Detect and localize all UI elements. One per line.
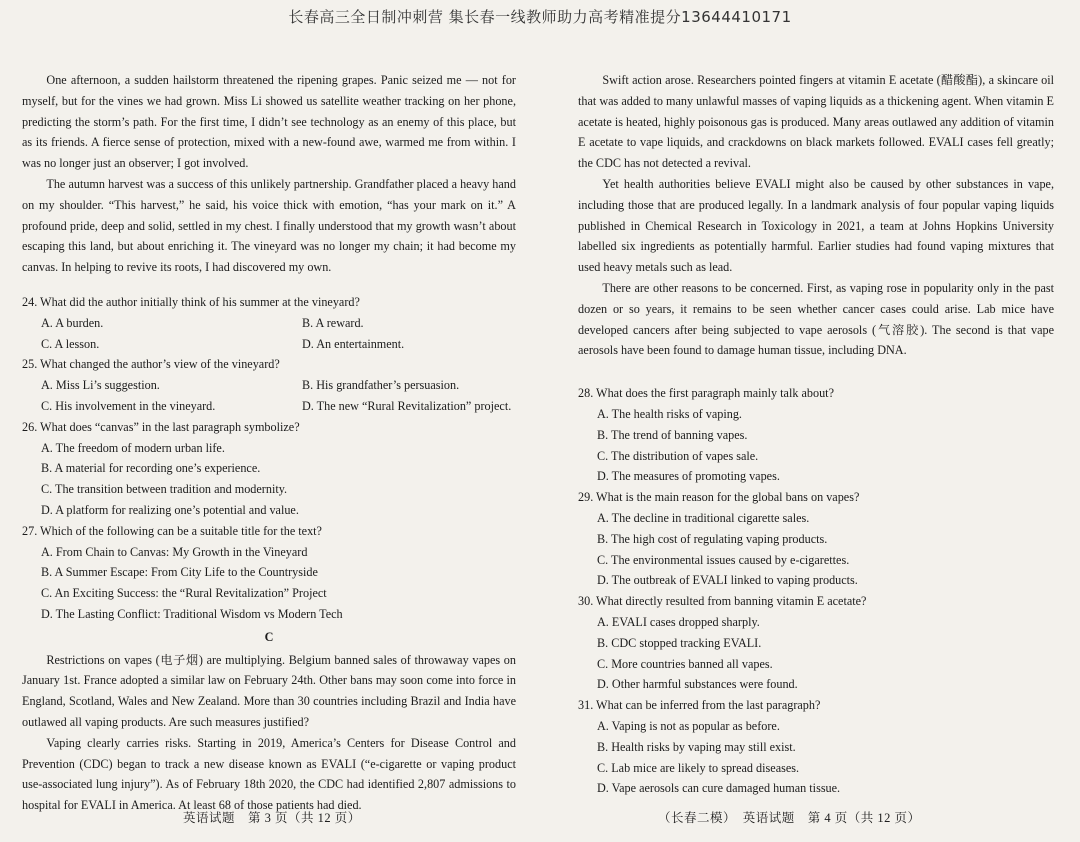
left-column <box>22 70 516 816</box>
option-b: B. The trend of banning vapes. <box>597 427 748 442</box>
option-d: D. The new “Rural Revitalization” project. <box>302 398 512 413</box>
question-stem: 27. Which of the following can be a suitable title for the text? <box>22 523 322 538</box>
option-b: B. A reward. <box>302 315 364 330</box>
options <box>578 508 1054 591</box>
question-stem: 26. What does “canvas” in the last paragraph symbolize? <box>22 419 300 434</box>
banner-text: 长春高三全日制冲刺营 集长春一线教师助力高考精准提分13644410171 <box>288 8 792 26</box>
option-d: D. The Lasting Conflict: Traditional Wisdom vs Modern Tech <box>41 606 343 621</box>
option-a: A. The freedom of modern urban life. <box>41 440 225 455</box>
option-d: D. Other harmful substances were found. <box>597 677 798 692</box>
question-stem: 31. What can be inferred from the last paragraph? <box>578 698 821 713</box>
option-c: C. The environmental issues caused by e-cigarettes. <box>597 552 850 567</box>
question-25 <box>22 354 516 416</box>
option-b: B. CDC stopped tracking EVALI. <box>597 635 762 650</box>
option-a: A. The decline in traditional cigarette sales. <box>597 510 810 525</box>
option-d: D. Vape aerosols can cure damaged human tissue. <box>597 781 841 796</box>
option-a: A. Vaping is not as popular as before. <box>597 718 780 733</box>
option-d: D. An entertainment. <box>302 336 405 351</box>
option-d: D. A platform for realizing one’s potential and value. <box>41 502 299 517</box>
option-a: A. From Chain to Canvas: My Growth in the Vineyard <box>41 544 308 559</box>
option-b: B. His grandfather’s persuasion. <box>302 378 460 393</box>
options <box>22 438 516 521</box>
options <box>22 375 516 417</box>
passage-paragraph: Swift action arose. Researchers pointed fingers at vitamin E acetate (醋酸酯), a skincare oil that was added to many unlawful masses of vaping liquids as a thickening agent. When vitamin E acetate is heated, highly poisonous gas is produced. Many areas outlawed any addition of vitamin E acetate to vape liquids, and crackdowns on black markets followed. EVALI cases fell greatly; the CDC has not detected a revival. <box>578 73 1054 171</box>
question-stem: 29. What is the main reason for the global bans on vapes? <box>578 490 860 505</box>
option-c: C. An Exciting Success: the “Rural Revitalization” Project <box>41 586 327 601</box>
option-c: C. The distribution of vapes sale. <box>597 448 759 463</box>
option-c: C. The transition between tradition and modernity. <box>41 482 288 497</box>
option-b: B. Health risks by vaping may still exist. <box>597 739 796 754</box>
question-27 <box>22 521 516 625</box>
options <box>578 404 1054 487</box>
question-31 <box>578 695 1054 799</box>
options <box>22 313 516 355</box>
option-c: C. Lab mice are likely to spread diseases. <box>597 760 800 775</box>
passage-paragraph: One afternoon, a sudden hailstorm threatened the ripening grapes. Panic seized me — not for myself, but for the vines we had grown. Miss Li showed us satellite weather tracking on her phone, predicting the storm’s path. For the first time, I didn’t see technology as an enemy of this place, but as its friends. A fierce sense of protection, mixed with a new-found awe, warmed me from within. I was no longer just an observer; I got involved. <box>22 73 516 171</box>
page-footer-right: （长春二模） 英语试题 第 4 页（共 12 页） <box>658 811 921 825</box>
question-26 <box>22 417 516 521</box>
option-b: B. A material for recording one’s experience. <box>41 461 261 476</box>
question-28 <box>578 383 1054 487</box>
option-c: C. More countries banned all vapes. <box>597 656 773 671</box>
right-column <box>578 70 1054 799</box>
option-a: A. A burden. <box>41 315 104 330</box>
option-b: B. The high cost of regulating vaping products. <box>597 531 828 546</box>
options <box>578 716 1054 799</box>
option-a: A. The health risks of vaping. <box>597 406 742 421</box>
passage-paragraph: There are other reasons to be concerned. First, as vaping rose in popularity only in the past dozen or so years, it remains to be seen whether cancer cases could arise. Lab mice have developed cancers after being subjected to vape aerosols (气溶胶). The second is that vape aerosols have been found to damage human tissue, including DNA. <box>578 280 1054 358</box>
passage-paragraph: Vaping clearly carries risks. Starting in 2019, America’s Centers for Disease Control and Prevention (CDC) began to track a new disease known as EVALI (“e-cigarette or vaping product use-associated lung injury”). As of February 18th 2020, the CDC had identified 2,807 admissions to hospital for EVALI in America. At least 68 of those patients had died. <box>22 735 516 813</box>
page-footer-left: 英语试题 第 3 页（共 12 页） <box>183 811 361 825</box>
question-30 <box>578 591 1054 695</box>
question-stem: 30. What directly resulted from banning vitamin E acetate? <box>578 594 867 609</box>
question-stem: 28. What does the first paragraph mainly talk about? <box>578 386 834 401</box>
option-d: D. The measures of promoting vapes. <box>597 469 780 484</box>
option-a: A. Miss Li’s suggestion. <box>41 378 160 393</box>
passage-paragraph: Restrictions on vapes (电子烟) are multiplying. Belgium banned sales of throwaway vapes on January 1st. France adopted a similar law on February 24th. Other bans may soon come into force in England, Scotland, Wales and New Zealand. More than 30 countries including Brazil and India have outlawed all vaping products. Are such measures justified? <box>22 652 516 729</box>
question-29 <box>578 487 1054 591</box>
option-d: D. The outbreak of EVALI linked to vaping products. <box>597 573 858 588</box>
passage-paragraph: The autumn harvest was a success of this unlikely partnership. Grandfather placed a heavy hand on my shoulder. “This harvest,” he said, his voice thick with emotion, “has your mark on it.” A profound pride, deep and solid, settled in my chest. I finally understood that my growth wasn’t about escaping this land, but about enriching it. The vineyard was no longer my chain; it had become my canvas. In helping to revive its roots, I had discovered my own. <box>22 176 516 275</box>
option-c: C. His involvement in the vineyard. <box>41 398 216 413</box>
question-stem: 24. What did the author initially think of his summer at the vineyard? <box>22 294 360 309</box>
passage-paragraph: Yet health authorities believe EVALI might also be caused by other substances in vape, including those that are produced legally. In a landmark analysis of four popular vaping liquids published in Chemical Research in Toxicology in 2021, a team at Johns Hopkins University labelled six ingredients as potentially harmful. Earlier studies had found vaping mixtures that used heavy metals such as lead. <box>578 176 1054 275</box>
options <box>578 612 1054 695</box>
section-heading: C <box>264 629 274 644</box>
options <box>22 542 516 625</box>
option-a: A. EVALI cases dropped sharply. <box>597 614 760 629</box>
option-c: C. A lesson. <box>41 336 100 351</box>
question-24 <box>22 292 516 354</box>
question-stem: 25. What changed the author’s view of the vineyard? <box>22 357 280 372</box>
option-b: B. A Summer Escape: From City Life to the Countryside <box>41 565 318 580</box>
